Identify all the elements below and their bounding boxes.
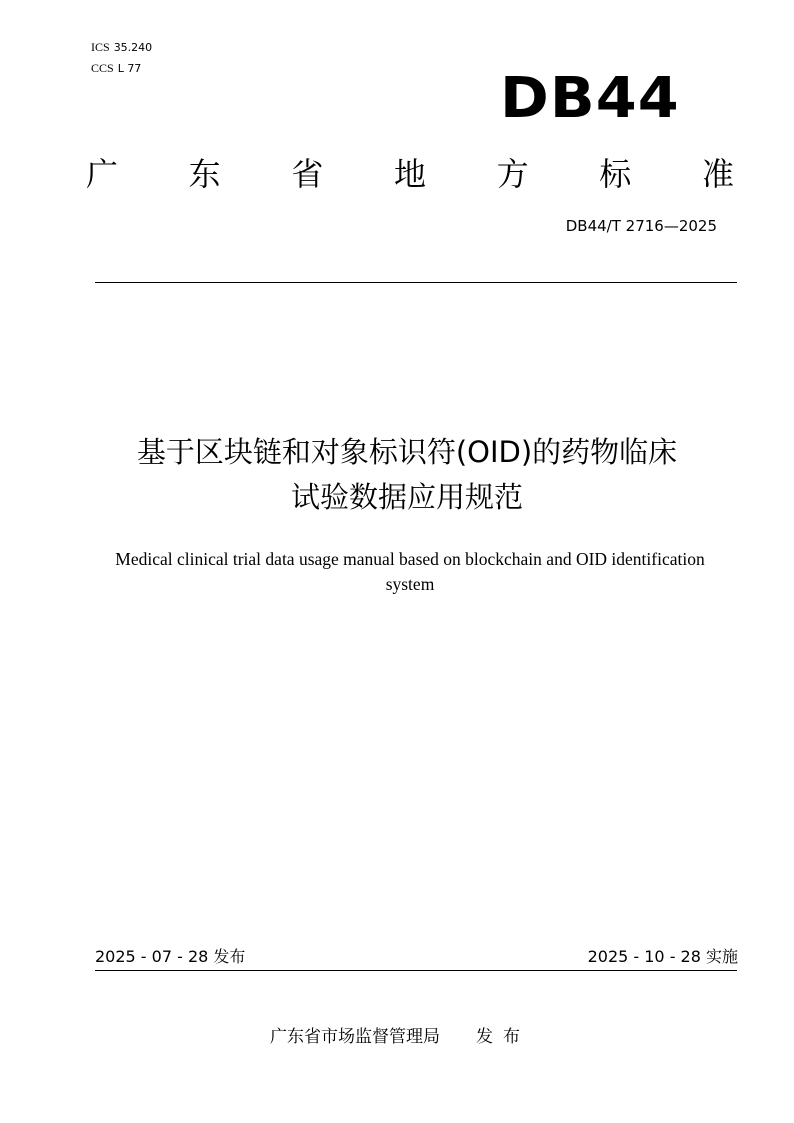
category-char: 广: [86, 155, 119, 193]
ccs-code: L 77: [117, 62, 142, 75]
category-char: 东: [188, 155, 221, 193]
english-title-line-1: Medical clinical trial data usage manual based on blockchain and OID identification: [115, 549, 705, 569]
standard-category: [86, 150, 734, 194]
top-divider: [95, 282, 737, 283]
category-char: 方: [496, 155, 529, 193]
publish-action: 发布: [476, 1027, 530, 1047]
chinese-title-line-2: 试验数据应用规范: [290, 480, 523, 514]
english-title: [70, 547, 750, 597]
bottom-divider: [95, 970, 737, 971]
category-char: 地: [393, 155, 426, 193]
effective-date: 2025 - 10 - 28 实施: [587, 947, 738, 966]
ics-code: 35.240: [113, 41, 153, 54]
ccs-line: [91, 61, 141, 76]
english-title-line-2: system: [385, 574, 435, 594]
publisher-name: 广东省市场监督管理局: [270, 1027, 440, 1047]
publisher-line: [270, 1026, 530, 1048]
ics-line: [91, 40, 152, 55]
chinese-title-line-1: 基于区块链和对象标识符(OID)的药物临床: [136, 435, 678, 469]
ics-label: ICS: [91, 40, 110, 54]
issue-date: 2025 - 07 - 28 发布: [95, 947, 246, 966]
ccs-label: CCS: [91, 61, 114, 75]
db44-logo: DB44: [500, 66, 680, 131]
category-char: 准: [701, 155, 734, 193]
chinese-title: [60, 430, 754, 520]
standard-number: DB44/T 2716—2025: [565, 217, 717, 235]
category-char: 标: [599, 155, 632, 193]
category-char: 省: [291, 155, 324, 193]
